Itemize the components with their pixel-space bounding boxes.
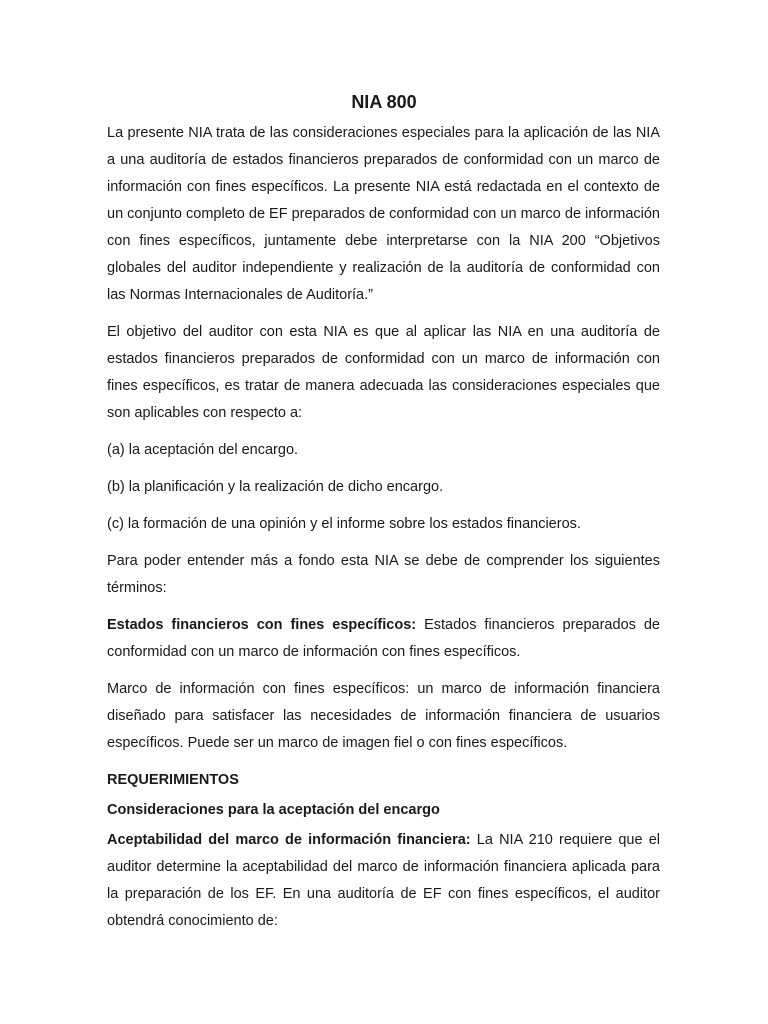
acceptability-paragraph (107, 827, 660, 935)
definition-special-purpose-statements (107, 612, 660, 666)
subsection-heading-acceptance: Consideraciones para la aceptación del encargo (107, 802, 440, 818)
objective-paragraph: El objetivo del auditor con esta NIA es que al aplicar las NIA en una auditoría de estados financieros preparados de conformidad con un marco de información con fines específicos, es tratar de manera adecuada las consideraciones especiales que son aplicables con respecto a: (107, 324, 660, 421)
section-heading-requirements: REQUERIMIENTOS (107, 772, 239, 788)
definition-text: Estados financieros preparados de conformidad con un marco de información con fines específicos. (107, 617, 660, 660)
definition-framework-paragraph: Marco de información con fines específicos: un marco de información financiera diseñado para satisfacer las necesidades de información financiera de usuarios específicos. Puede ser un marco de imagen fiel o con fines específicos. (107, 681, 660, 751)
document-body (107, 120, 660, 945)
acceptability-text: La NIA 210 requiere que el auditor determine la aceptabilidad del marco de información financiera aplicada para la preparación de los EF. En una auditoría de EF con fines específicos, el auditor obtendrá conocimiento de: (107, 832, 661, 929)
document-title: NIA 800 (351, 92, 417, 112)
intro-paragraph: La presente NIA trata de las consideraciones especiales para la aplicación de las NIA a una auditoría de estados financieros preparados de conformidad con un marco de información con fines específicos. La presente NIA está redactada en el contexto de un conjunto completo de EF preparados de conformidad con un marco de información con fines específicos, juntamente debe interpretarse con la NIA 200 “Objetivos globales del auditor independiente y realización de la auditoría de conformidad con las Normas Internacionales de Auditoría.” (107, 125, 660, 303)
acceptability-term: Aceptabilidad del marco de información financiera: (107, 832, 471, 848)
list-item-a: (a) la aceptación del encargo. (107, 442, 299, 458)
definition-term: Estados financieros con fines específicos: (107, 617, 417, 633)
terms-intro-paragraph: Para poder entender más a fondo esta NIA se debe de comprender los siguientes términos: (107, 553, 660, 596)
list-item-b: (b) la planificación y la realización de dicho encargo. (107, 479, 444, 495)
list-item-c: (c) la formación de una opinión y el informe sobre los estados financieros. (107, 516, 581, 532)
